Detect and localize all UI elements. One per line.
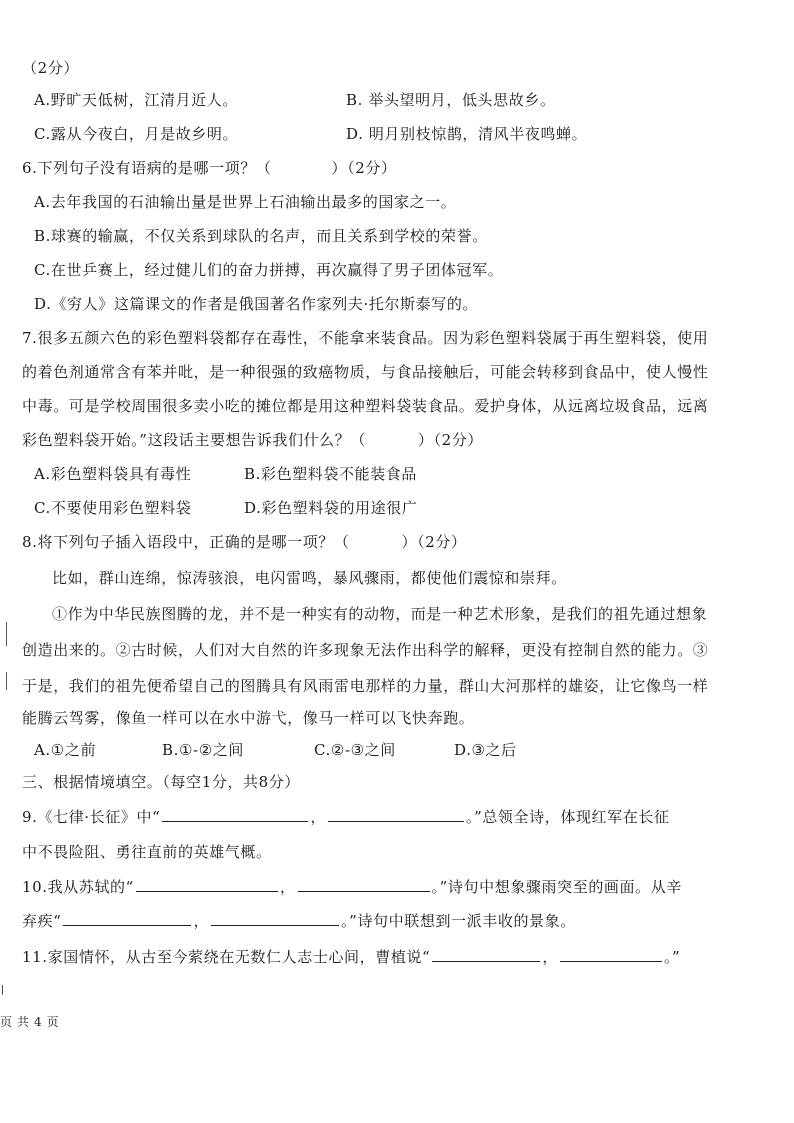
q9-line-1: 9.《七律·长征》中“ ， 。”总领全诗，体现红军在长征 <box>22 808 670 826</box>
q8-stem: 8.将下列句子插入语段中，正确的是哪一项？（ ）（2分） <box>22 533 467 551</box>
q8-passage-line-3: 于是，我们的祖先便希望自己的图腾具有风雨雷电那样的力量，群山大河那样的雄姿，让它像鸟一样 <box>22 677 709 695</box>
q5-option-d: D. 明月别枝惊鹊，清风半夜鸣蝉。 <box>346 125 588 143</box>
q11-blank-1[interactable] <box>432 946 540 962</box>
q9-blank-2[interactable] <box>328 806 464 822</box>
q10-line-2: 弃疾“ ， 。”诗句中联想到一派丰收的景象。 <box>22 912 576 930</box>
q10-blank-4[interactable] <box>211 910 339 926</box>
q7-option-a: A.彩色塑料袋具有毒性 <box>34 465 192 483</box>
q8-passage-line-1: ①作为中华民族图腾的龙，并不是一种实有的动物，而是一种艺术形象，是我们的祖先通过想象 <box>52 605 708 623</box>
page-footer: 页 共 4 页 <box>0 1015 60 1029</box>
scan-mark-3 <box>2 985 3 995</box>
q11-blank-2[interactable] <box>560 946 662 962</box>
q5-option-b: B. 举头望明月，低头思故乡。 <box>346 91 556 109</box>
q11-line-1: 11.家国情怀，从古至今萦绕在无数仁人志士心间，曹植说“ ， 。” <box>22 948 681 966</box>
section-3-heading: 三、根据情境填空。（每空1分，共8分） <box>22 773 300 791</box>
q6-stem: 6.下列句子没有语病的是哪一项？（ ）（2分） <box>22 159 397 177</box>
q8-insert-sentence: 比如，群山连绵，惊涛骇浪，电闪雷鸣，暴风骤雨，都使他们震惊和崇拜。 <box>52 569 567 587</box>
q7-option-b: B.彩色塑料袋不能装食品 <box>244 465 417 483</box>
q5-option-a: A.野旷天低树，江清月近人。 <box>34 91 239 109</box>
q10-blank-1[interactable] <box>136 876 278 892</box>
q7-paragraph-line-2: 的着色剂通常含有苯并吡，是一种很强的致癌物质，与食品接触后，可能会转移到食品中，使人慢性 <box>22 363 709 381</box>
q6-option-a: A.去年我国的石油输出量是世界上石油输出最多的国家之一。 <box>34 193 457 211</box>
q7-option-d: D.彩色塑料袋的用途很广 <box>244 499 418 517</box>
q10-line-1: 10.我从苏轼的“ ， 。”诗句中想象骤雨突至的画面。从辛 <box>22 878 682 896</box>
q8-passage-line-4: 能腾云驾雾，像鱼一样可以在水中游弋，像马一样可以飞快奔跑。 <box>22 709 475 727</box>
q8-option-b: B.①-②之间 <box>162 741 244 759</box>
q8-option-d: D.③之后 <box>454 741 517 759</box>
score-note: （2分） <box>22 59 79 77</box>
q6-option-b: B.球赛的输赢，不仅关系到球队的名声，而且关系到学校的荣誉。 <box>34 227 488 245</box>
q8-option-a: A.①之前 <box>34 741 97 759</box>
q8-option-c: C.②-③之间 <box>314 741 396 759</box>
q10-blank-3[interactable] <box>63 910 191 926</box>
q7-paragraph-line-3: 中毒。可是学校周围很多卖小吃的摊位都是用这种塑料袋装食品。爱护身体，从远离垃圾食品，远离 <box>22 397 709 415</box>
q8-passage-line-2: 创造出来的。②古时候，人们对大自然的许多现象无法作出科学的解释，更没有控制自然的能力。③ <box>22 641 709 659</box>
q10-blank-2[interactable] <box>298 876 430 892</box>
scan-mark-2 <box>6 672 7 690</box>
q6-option-d: D.《穷人》这篇课文的作者是俄国著名作家列夫·托尔斯泰写的。 <box>34 295 479 313</box>
q6-option-c: C.在世乒赛上，经过健儿们的奋力拼搏，再次赢得了男子团体冠军。 <box>34 261 504 279</box>
q7-paragraph-line-4: 彩色塑料袋开始。”这段话主要想告诉我们什么？（ ）（2分） <box>22 431 484 449</box>
q7-paragraph-line-1: 7.很多五颜六色的彩色塑料袋都存在毒性，不能拿来装食品。因为彩色塑料袋属于再生塑料袋，使用 <box>22 329 709 347</box>
q9-blank-1[interactable] <box>162 806 308 822</box>
q9-line-2: 中不畏险阻、勇往直前的英雄气概。 <box>22 843 272 861</box>
q7-option-c: C.不要使用彩色塑料袋 <box>34 499 192 517</box>
q5-option-c: C.露从今夜白，月是故乡明。 <box>34 125 239 143</box>
scan-mark-1 <box>6 622 7 646</box>
